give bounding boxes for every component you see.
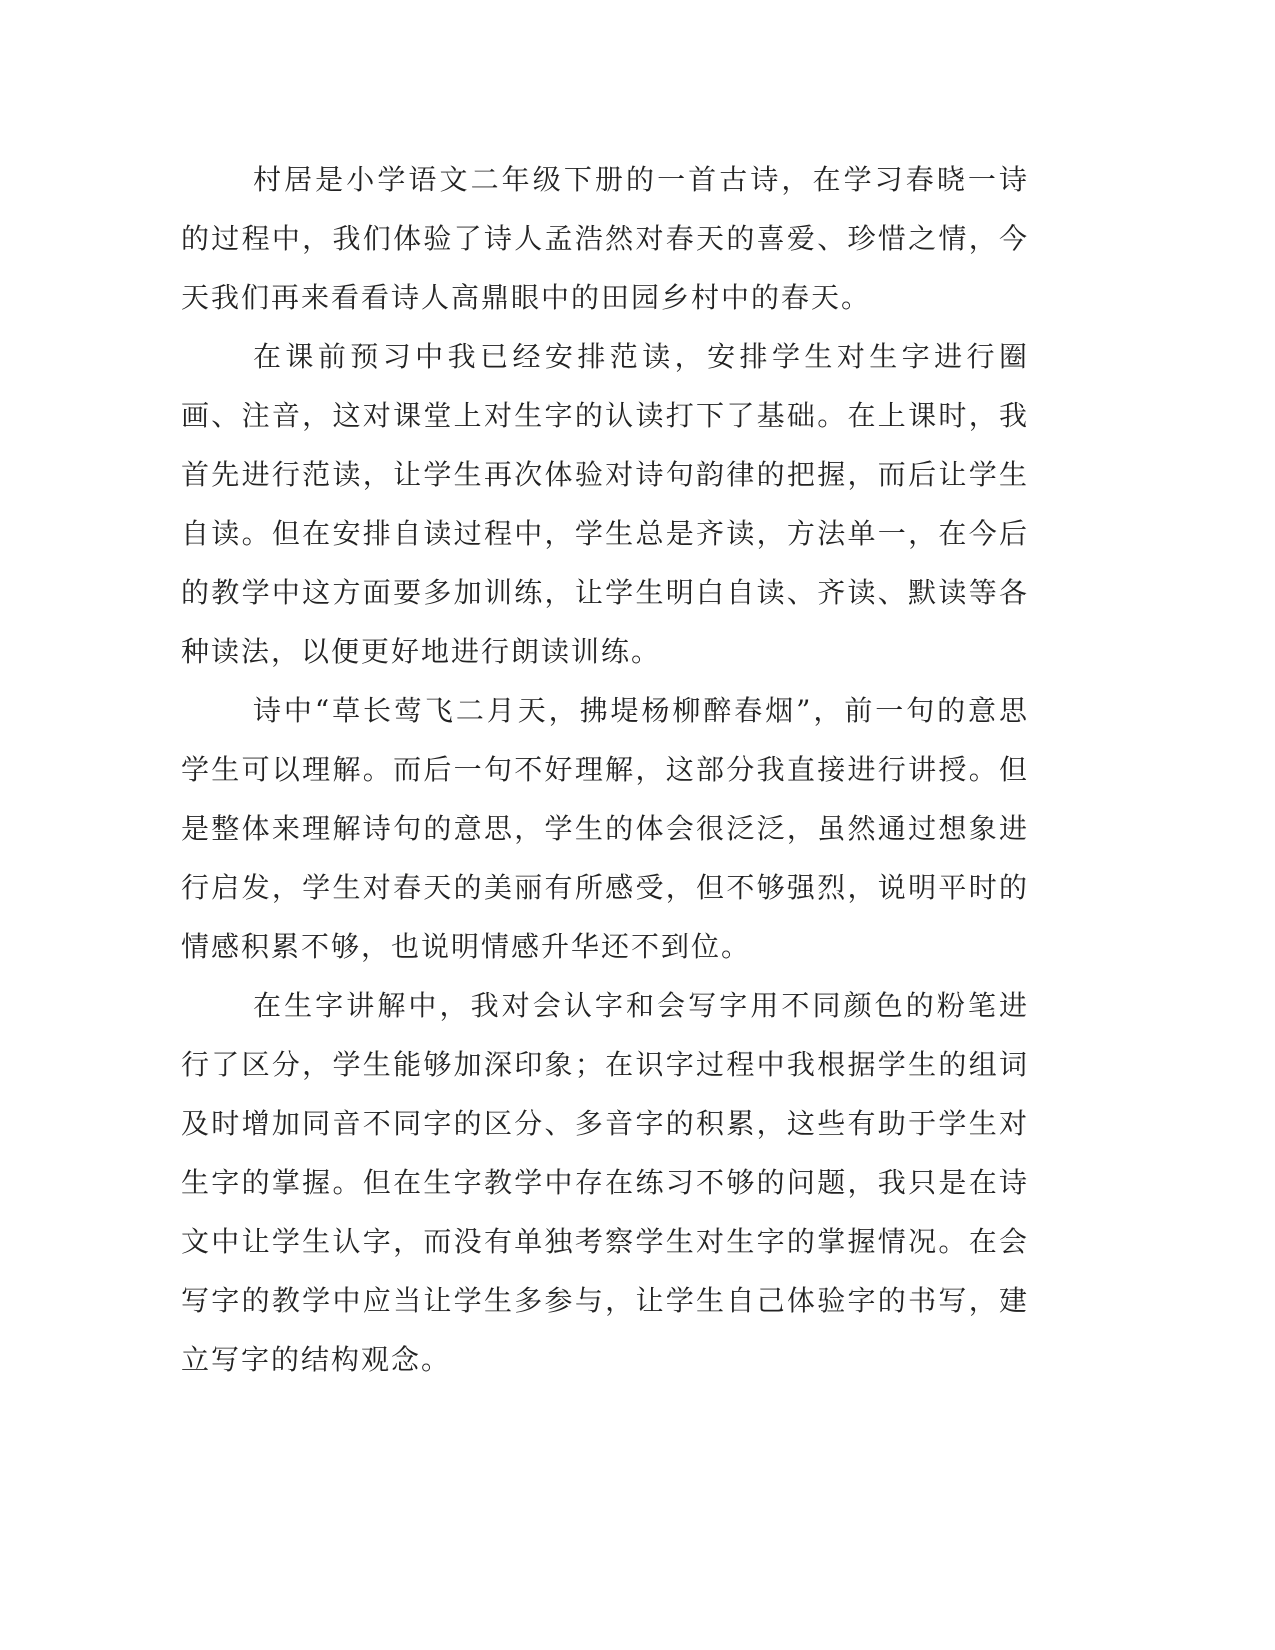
paragraph-1: 村居是小学语文二年级下册的一首古诗，在学习春晓一诗的过程中，我们体验了诗人孟浩然对春天的喜爱、珍惜之情，今天我们再来看看诗人高鼎眼中的田园乡村中的春天。 <box>181 163 1029 314</box>
paragraph-3: 诗中“草长莺飞二月天，拂堤杨柳醉春烟”，前一句的意思学生可以理解。而后一句不好理解，这部分我直接进行讲授。但是整体来理解诗句的意思，学生的体会很泛泛，虽然通过想象进行启发，学生对春天的美丽有所感受，但不够强烈，说明平时的情感积累不够，也说明情感升华还不到位。 <box>181 694 1029 963</box>
paragraph-2: 在课前预习中我已经安排范读，安排学生对生字进行圈画、注音，这对课堂上对生字的认读打下了基础。在上课时，我首先进行范读，让学生再次体验对诗句韵律的把握，而后让学生自读。但在安排自读过程中，学生总是齐读，方法单一，在今后的教学中这方面要多加训练，让学生明白自读、齐读、默读等各种读法，以便更好地进行朗读训练。 <box>181 340 1029 668</box>
paragraph-4: 在生字讲解中，我对会认字和会写字用不同颜色的粉笔进行了区分，学生能够加深印象；在识字过程中我根据学生的组词及时增加同音不同字的区分、多音字的积累，这些有助于学生对生字的掌握。但在生字教学中存在练习不够的问题，我只是在诗文中让学生认字，而没有单独考察学生对生字的掌握情况。在会写字的教学中应当让学生多参与，让学生自己体验字的书写，建立写字的结构观念。 <box>181 989 1029 1376</box>
document-body <box>181 150 1029 1389</box>
